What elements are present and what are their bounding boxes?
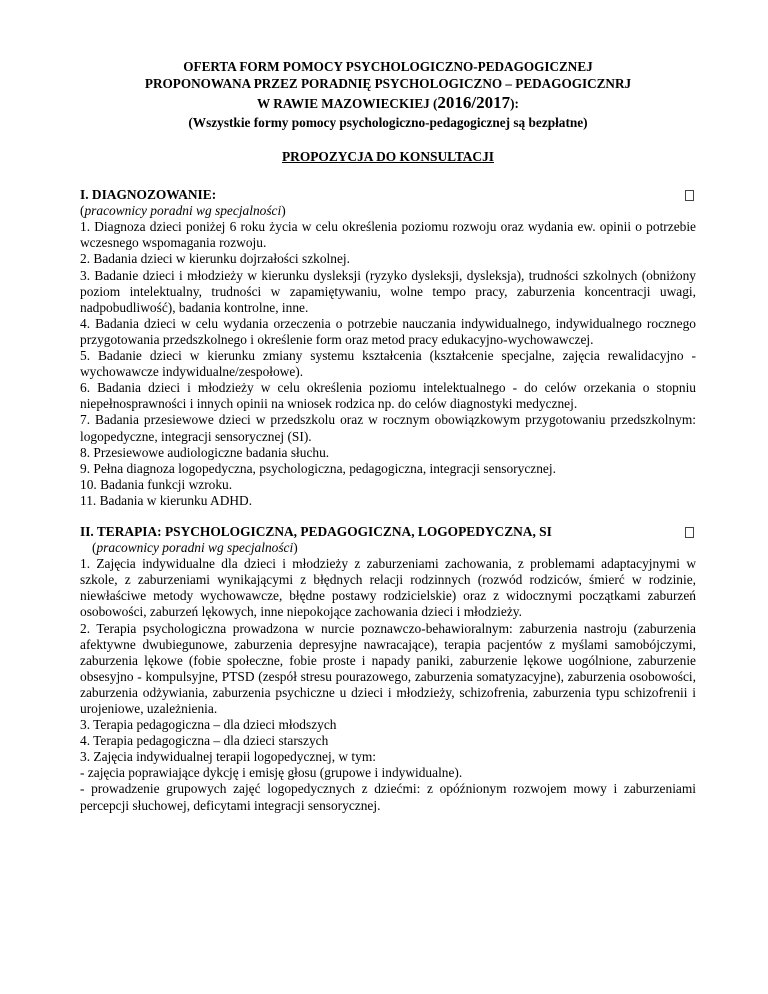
proposal-heading: PROPOZYCJA DO KONSULTACJI — [281, 149, 495, 164]
section-2-item-4: 4. Terapia pedagogiczna – dla dzieci starszych — [80, 733, 329, 749]
section-1-item-7: 7. Badania przesiewowe dzieci w przedszkolu oraz w rocznym obowiązkowym przygotowaniu przedszkolnym: logopedyczne, integracji sensorycznej (SI). — [80, 412, 696, 444]
section-1-staff-text: pracownicy poradni wg specjalności — [84, 203, 282, 219]
header-line-3-suffix: ): — [510, 96, 519, 111]
section-1-title-row — [80, 187, 696, 203]
section-1-item-2: 2. Badania dzieci w kierunku dojrzałości szkolnej. — [80, 251, 350, 267]
section-1-title: I. DIAGNOZOWANIE: — [80, 187, 217, 203]
section-2-item-1: 1. Zajęcia indywidualne dla dzieci i młodzieży z zaburzeniami zachowania, z problemami adaptacyjnymi w szkole, z zaburzeniami wynikającymi z błędnych relacji rodzinnych (rozwód rodziców, śmierć w rodzinie, niewłaściwe metody wychowawcze, błędne postawy rodzicielskie) oraz z widocznymi początkami zaburzeń osobowości, zaburzeń lękowych, inne niepokojące zachowania dzieci i młodzieży. — [80, 556, 696, 620]
section-1-item-8: 8. Przesiewowe audiologiczne badania słuchu. — [80, 444, 330, 460]
section-2-item-6: - zajęcia poprawiające dykcję i emisję głosu (grupowe i indywidualne). — [80, 765, 463, 781]
section-1-item-11: 11. Badania w kierunku ADHD. — [80, 492, 253, 508]
section-2-item-3: 3. Terapia pedagogiczna – dla dzieci młodszych — [80, 717, 337, 733]
section-2-title-row — [80, 524, 696, 540]
section-1-item-3: 3. Badanie dzieci i młodzieży w kierunku dysleksji (ryzyko dysleksji, dysleksja), trudności szkolnych (obniżony poziom intelektualny, trudności w zapamiętywaniu, wolne tempo pracy, zaburzenia koncentracji uwagi, nadpobudliwość), badania kontrolne, inne. — [80, 267, 696, 315]
section-1-item-10: 10. Badania funkcji wzroku. — [80, 476, 233, 492]
checkbox-icon — [685, 190, 694, 201]
header-year: 2016/2017 — [437, 93, 511, 112]
section-2-item-2: 2. Terapia psychologiczna prowadzona w nurcie poznawczo-behawioralnym: zaburzenia nastroju (zaburzenia afektywne dwubiegunowe, zaburzenia depresyjne nawracające), terapia pacjentów z myślami samobójczymi, zaburzenia lękowe (fobie społeczne, fobie proste i napady paniki, zaburzenie lękowe uogólnione, zaburzenie obsesyjno - kompulsyjne, PTSD (zespół stresu pourazowego, zaburzenia somatyzacyjne), zaburzenia osobowości, zaburzenia odżywiania, zaburzenia psychiczne u dzieci i młodzieży, schizofrenia, zaburzenia typu schizofrenii i urojeniowe, uzależnienia. — [80, 620, 696, 716]
section-2-staff-text: pracownicy poradni wg specjalności — [96, 540, 294, 556]
section-2-staff — [80, 540, 696, 556]
section-1-item-4: 4. Badania dzieci w celu wydania orzeczenia o potrzebie nauczania indywidualnego, indywidualnego rocznego przygotowania przedszkolnego i określenie form oraz metod pracy edukacyjno-wychowawczej. — [80, 315, 696, 347]
document-page — [80, 58, 696, 814]
header-line-2: PROPONOWANA PRZEZ PORADNIĘ PSYCHOLOGICZNO – PEDAGOGICZNRJ — [144, 76, 632, 91]
section-2-staff-close: ) — [293, 540, 298, 556]
section-1-staff — [80, 203, 696, 219]
section-1-staff-open: ( — [80, 203, 85, 219]
header-location: W RAWIE MAZOWIECKIEJ ( — [257, 96, 438, 111]
section-2-staff-open: ( — [92, 540, 97, 556]
header-line-3 — [80, 92, 696, 114]
section-1-item-1: 1. Diagnoza dzieci poniżej 6 roku życia w celu określenia poziomu rozwoju oraz wydania ew. opinii o potrzebie wczesnego wspomagania rozwoju. — [80, 219, 696, 251]
section-1-item-5: 5. Badanie dzieci w kierunku zmiany systemu kształcenia (kształcenie specjalne, zajęcia rewalidacyjno -wychowawcze indywidualne/zespołowe). — [80, 348, 696, 380]
section-1-item-6: 6. Badania dzieci i młodzieży w celu określenia poziomu intelektualnego - do celów orzekania o stopniu niepełnosprawności i innych opinii na wniosek rodzica np. do celów diagnostyki medycznej. — [80, 380, 696, 412]
checkbox-icon — [685, 527, 694, 538]
header-line-1: OFERTA FORM POMOCY PSYCHOLOGICZNO-PEDAGOGICZNEJ — [183, 59, 593, 74]
section-1-staff-close: ) — [281, 203, 286, 219]
section-1-item-9: 9. Pełna diagnoza logopedyczna, psychologiczna, pedagogiczna, integracji sensorycznej. — [80, 460, 556, 476]
section-2-title: II. TERAPIA: PSYCHOLOGICZNA, PEDAGOGICZNA, LOGOPEDYCZNA, SI — [80, 523, 552, 539]
section-2-item-5: 3. Zajęcia indywidualnej terapii logopedycznej, w tym: — [80, 749, 376, 765]
section-2-item-7: - prowadzenie grupowych zajęć logopedycznych z dziećmi: z opóźnionym rozwojem mowy i zaburzeniami percepcji słuchowej, deficytami integracji sensorycznej. — [80, 781, 696, 813]
header-note: (Wszystkie formy pomocy psychologiczno-pedagogicznej są bezpłatne) — [188, 115, 588, 130]
